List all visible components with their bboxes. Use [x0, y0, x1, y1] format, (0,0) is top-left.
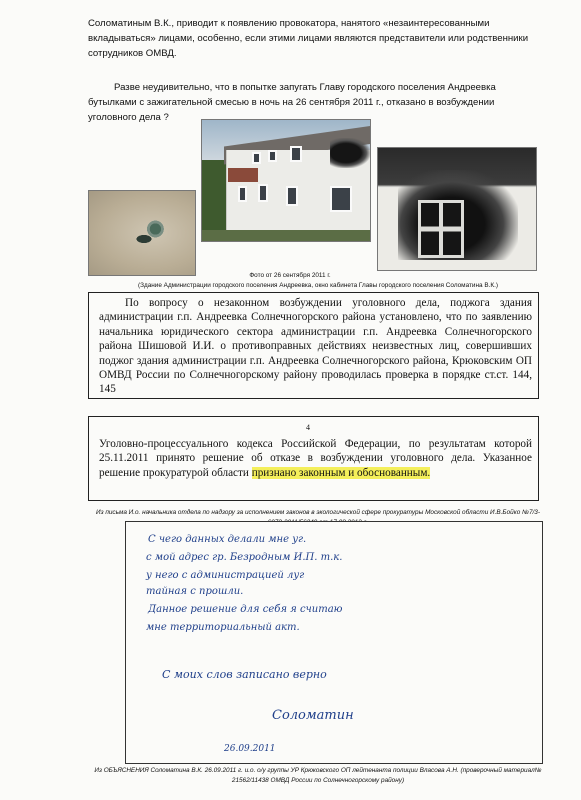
handwritten-line: с мой адрес гр. Безродным И.П. т.к.	[146, 552, 343, 563]
window-grille	[418, 200, 464, 258]
photo-burned-ground	[88, 190, 196, 276]
question-paragraph: Разве неудивительно, что в попытке запугать Главу городского поселения Андреевка бутылками с зажигательной смесью в ночь на 26 сентября 2011 г., отказано в возбуждении уголовного дела ?	[88, 82, 496, 123]
burn-mark	[330, 138, 370, 168]
handwritten-attestation: С моих слов записано верно	[162, 668, 327, 681]
debris-shape-dark	[129, 231, 159, 247]
handwritten-date: 26.09.2011	[224, 744, 276, 754]
building-window	[258, 184, 268, 202]
handwritten-line: Данное решение для себя я считаю	[148, 604, 343, 615]
building-window	[238, 186, 247, 202]
quote-box-2-text: Уголовно-процессуального кодекса Российской Федерации, по результатам которой 25.11.2011 принято решение об отказе в возбуждении уголовного дела. Указанное решение прокуратурой области	[99, 438, 532, 479]
page-number: 4	[306, 423, 310, 432]
handwritten-line: С чего данных делали мне уг.	[148, 534, 307, 545]
building-window	[330, 186, 352, 212]
grass-strip	[202, 230, 371, 242]
porch-roof	[228, 168, 258, 182]
photo-subcaption: (Здание Администрации городского поселения Андреевка, окно кабинета Главы городского поселения Соломатина В.К.)	[137, 282, 499, 289]
source-note-letter: Из письма И.о. начальника отдела по надзору за исполнением законов в экологической сфере прокуратуры Московской области И.В.Бойко №7/3-	[96, 509, 540, 516]
building-window	[286, 186, 298, 206]
quote-box-2	[88, 416, 539, 501]
handwritten-statement	[125, 521, 543, 764]
building-window	[252, 152, 261, 164]
photo-caption: Фото от 26 сентября 2011 г.	[249, 272, 331, 279]
handwritten-line: мне территориальный акт.	[146, 622, 300, 633]
highlighted-text: признано законным и обоснованным.	[251, 466, 431, 479]
handwritten-line: у него с администрацией луг	[146, 570, 305, 581]
handwritten-line: тайная с прошли.	[146, 586, 244, 597]
intro-paragraph: Соломатиным В.К., приводит к появлению провокатора, нанятого «незаинтересованными вкладываться» лицами, особенно, если этими лицами являются представители или родственники сотрудников ОМВД.	[88, 18, 529, 59]
photo-burned-window	[377, 147, 537, 271]
building-window	[290, 146, 302, 162]
building-window	[268, 150, 277, 162]
source-note-statement: Из ОБЪЯСНЕНИЯ Соломатина В.К. 26.09.2011 г. и.о. о/у группы УР Крюковского ОП лейтенанта полиции Власова А.Н. (проверочный материал№ 21562/11438 ОМВД России по Солнечногорскому району)	[94, 767, 542, 784]
quote-box-1	[88, 292, 539, 399]
quote-box-1-text: По вопросу о незаконном возбуждении уголовного дела, поджога здания администрации г.п. Андреевка Солнечногорского района установлено, что по заявлению начальника юридического сектора администрации г.п. Андреевка Солнечногорского района Шишовой И.И. о противоправных действиях неизвестных лиц, совершивших поджог здания администрации г.п. Андреевка Солнечногорского района, Крюковским ОП ОМВД России по Солнечногорскому району проводилась проверка в порядке ст.ст. 144, 145	[99, 297, 532, 396]
photo-administration-building	[201, 119, 371, 242]
signature: Соломатин	[272, 708, 354, 723]
